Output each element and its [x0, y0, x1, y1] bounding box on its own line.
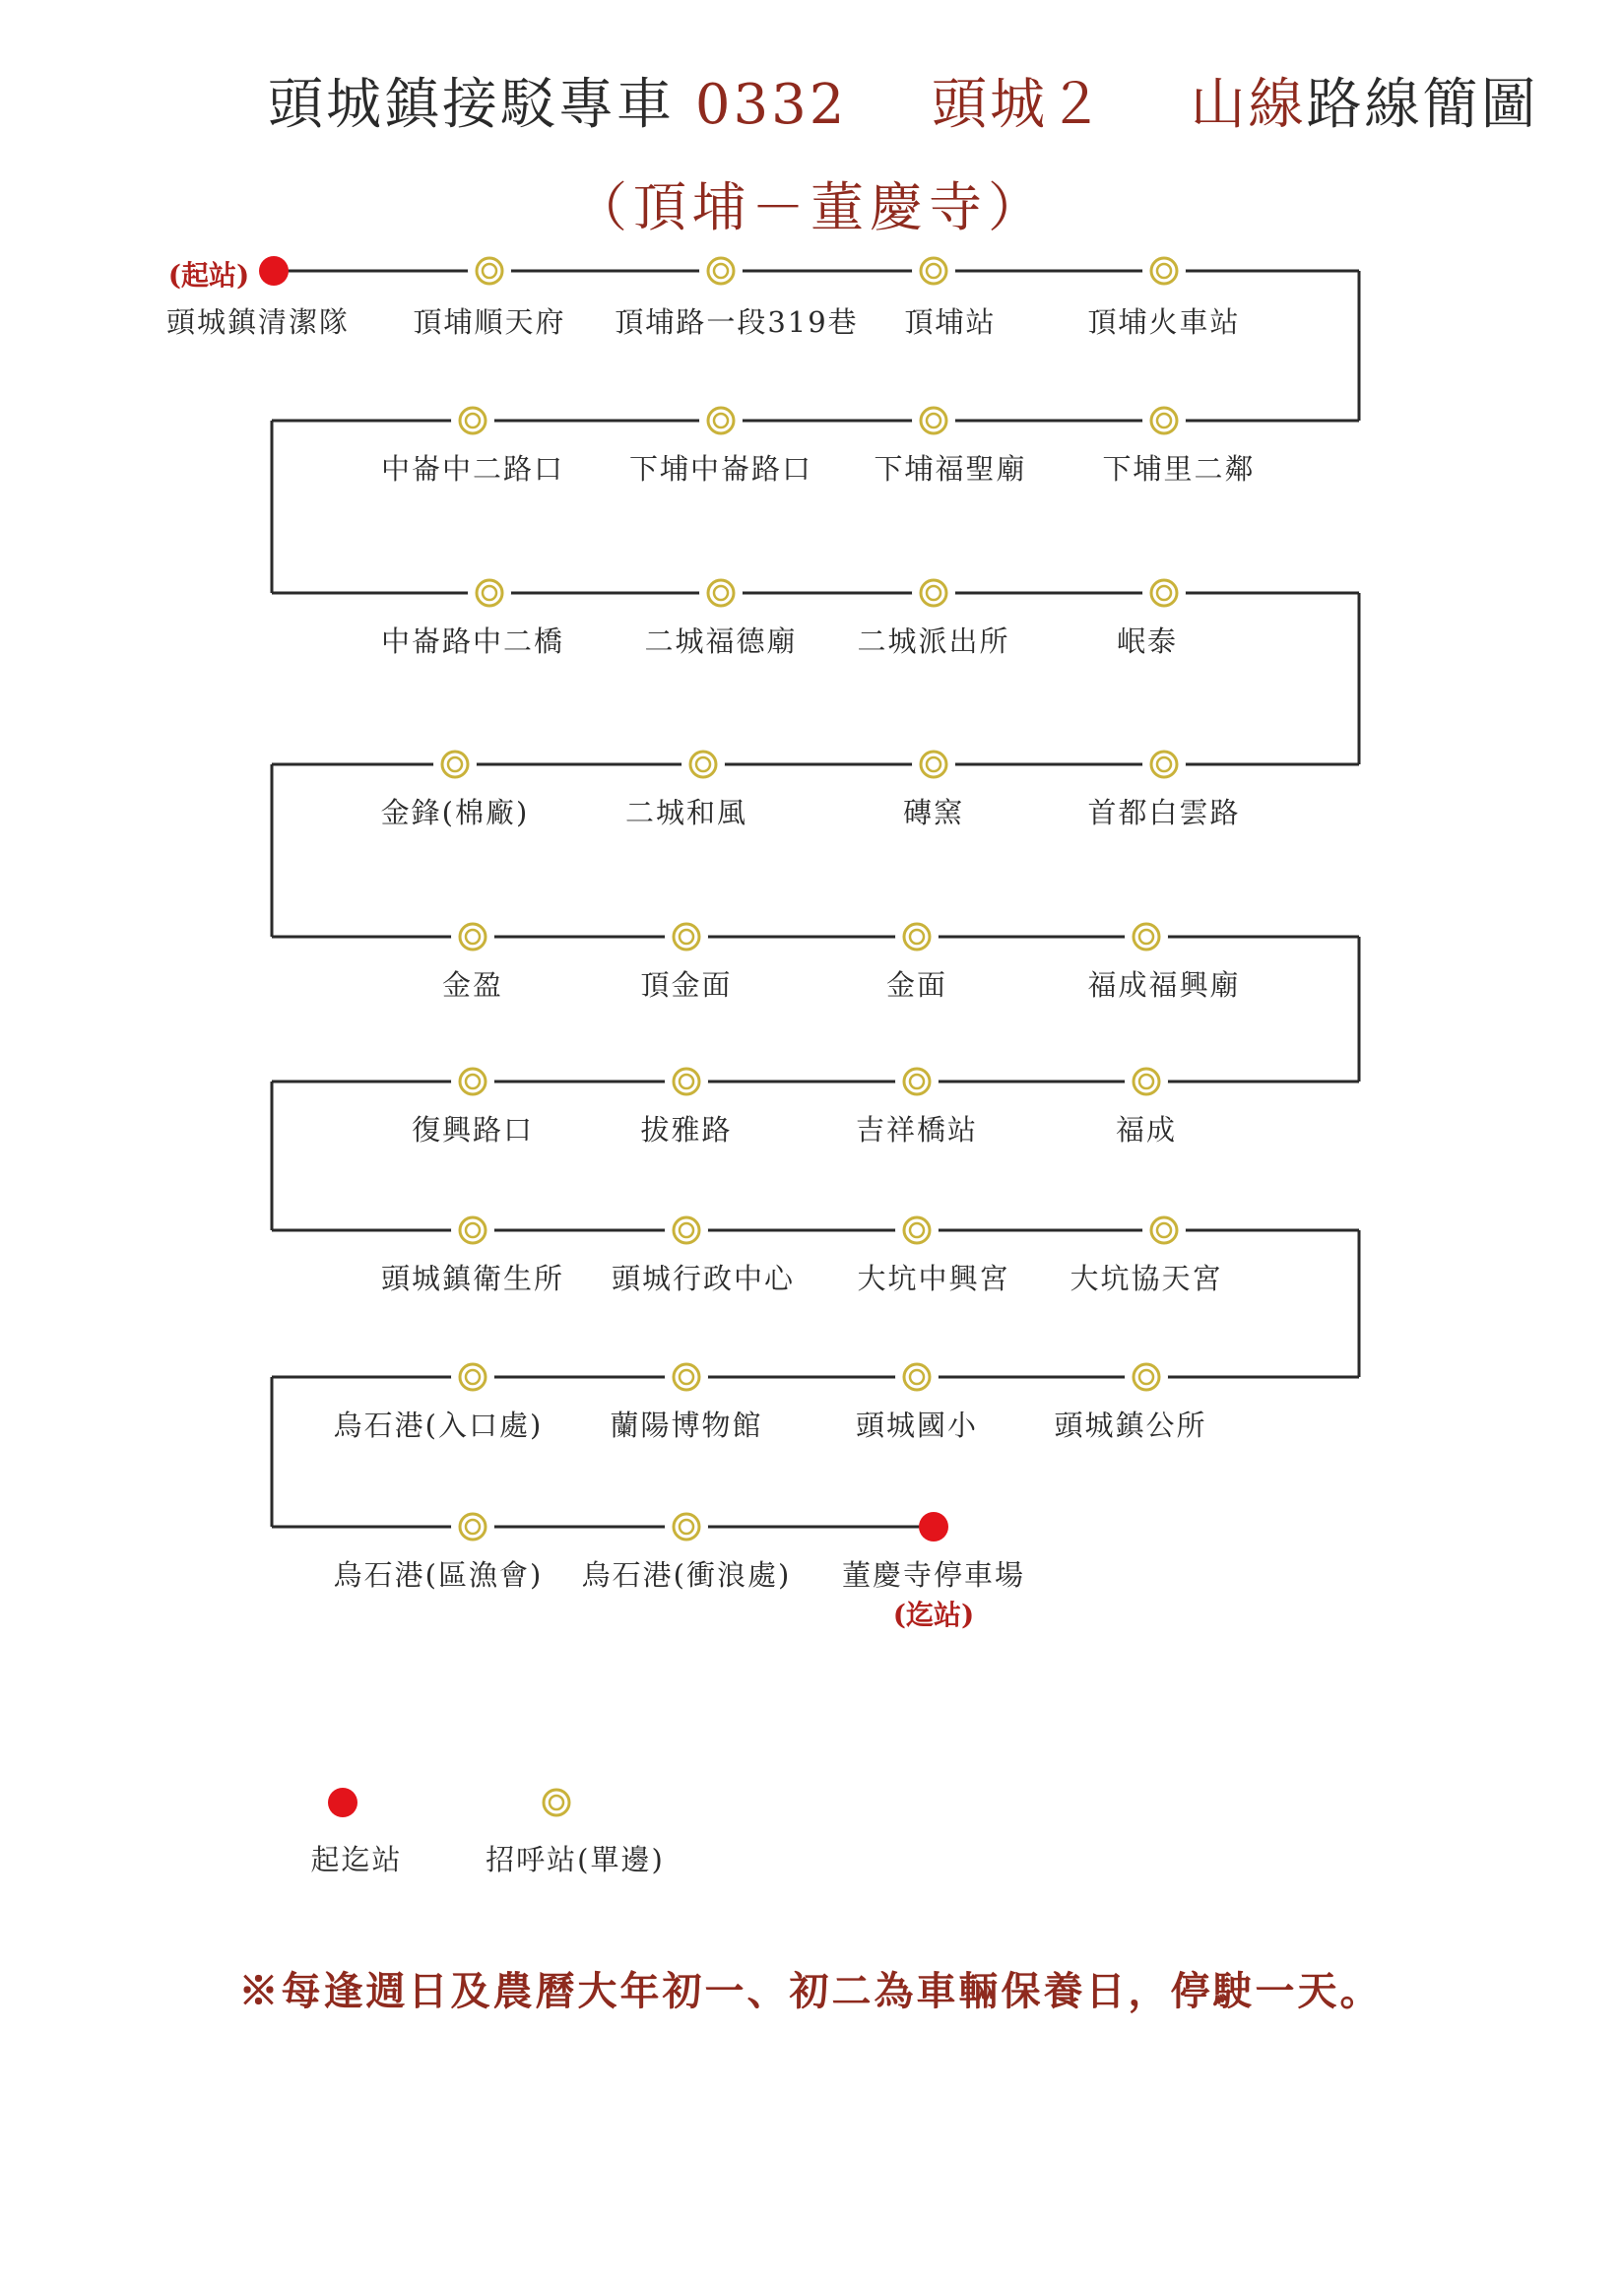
stop-label-r5-3: 金面 [885, 968, 948, 1002]
stop-marker-r2-1-gap [451, 399, 494, 442]
stop-label-r7-1: 頭城鎮衛生所 [380, 1262, 565, 1295]
start-terminal-marker [259, 256, 289, 286]
stop-label-r2-2: 下埔中崙路口 [628, 452, 813, 486]
stop-marker-r5-1-gap [451, 915, 494, 958]
stop-label-r4-4: 首都白雲路 [1087, 796, 1241, 829]
stop-label-r2-4: 下埔里二鄰 [1102, 452, 1256, 486]
stop-marker-r7-1-gap [451, 1209, 494, 1252]
legend-flag-stop-label: 招呼站(單邊) [486, 1843, 665, 1876]
stop-marker-r6-4-gap [1125, 1060, 1168, 1103]
stop-marker-r1-5-gap [1142, 249, 1186, 293]
stop-marker-r7-3-gap [895, 1209, 939, 1252]
stop-label-r1-2: 頂埔順天府 [413, 305, 566, 339]
stop-marker-r3-1-gap [468, 571, 511, 615]
stop-label-r1-3: 頂埔路一段319巷 [615, 305, 859, 339]
stop-label-r8-2: 蘭陽博物館 [610, 1409, 763, 1442]
stop-label-r2-1: 中崙中二路口 [380, 452, 565, 486]
stop-marker-r6-1-gap [451, 1060, 494, 1103]
stop-marker-r1-2-gap [468, 249, 511, 293]
start-station-mark: (起站) [167, 259, 250, 292]
stop-marker-r3-3-gap [912, 571, 955, 615]
stop-marker-r5-4-gap [1125, 915, 1168, 958]
stop-marker-r4-2-gap [681, 743, 725, 786]
stop-marker-r4-4-gap [1142, 743, 1186, 786]
stop-label-r8-4: 頭城鎮公所 [1054, 1409, 1207, 1442]
stop-label-r4-3: 磚窯 [902, 796, 965, 829]
stop-label-r6-2: 拔雅路 [640, 1113, 733, 1147]
legend-terminal-icon [328, 1788, 357, 1817]
stop-label-r7-3: 大坑中興宮 [857, 1262, 1010, 1295]
stop-marker-r7-4-gap [1142, 1209, 1186, 1252]
stop-marker-r6-2-gap [665, 1060, 708, 1103]
stop-marker-r9-2-gap [665, 1505, 708, 1548]
stop-marker-r8-2-gap [665, 1355, 708, 1399]
stop-label-r3-4: 岷泰 [1116, 624, 1179, 658]
title-line-name: 頭城２ [931, 73, 1106, 137]
stop-marker-r1-3-gap [699, 249, 743, 293]
stop-label-r7-2: 頭城行政中心 [611, 1262, 796, 1295]
stop-label-r6-4: 福成 [1115, 1113, 1178, 1147]
stop-marker-r6-3-gap [895, 1060, 939, 1103]
title-mountain-line: 山線 [1190, 73, 1307, 137]
stop-label-r5-1: 金盈 [441, 968, 504, 1002]
title-prefix: 頭城鎮接駁專車 [268, 73, 675, 137]
stop-marker-r4-3-gap [912, 743, 955, 786]
stop-marker-r5-2-gap [665, 915, 708, 958]
stop-label-r6-1: 復興路口 [411, 1113, 535, 1147]
end-station-mark: (迄站) [892, 1599, 975, 1631]
stop-label-r1-1: 頭城鎮清潔隊 [165, 305, 351, 339]
stop-label-r7-4: 大坑協天宮 [1070, 1262, 1223, 1295]
stop-label-r6-3: 吉祥橋站 [855, 1113, 979, 1147]
stop-label-r8-1: 烏石港(入口處) [333, 1409, 544, 1442]
title-route-number: 0332 [694, 73, 848, 137]
stop-label-r5-4: 福成福興廟 [1087, 968, 1241, 1002]
stop-marker-r3-4-gap [1142, 571, 1186, 615]
legend-terminal-label: 起迄站 [310, 1843, 403, 1876]
stop-label-r2-3: 下埔福聖廟 [874, 452, 1027, 486]
stop-label-r9-3: 董慶寺停車場 [841, 1558, 1026, 1592]
stop-marker-r8-4-gap [1125, 1355, 1168, 1399]
stop-marker-r2-3-gap [912, 399, 955, 442]
stop-marker-r7-2-gap [665, 1209, 708, 1252]
legend-flag-stop-icon-gap [535, 1781, 578, 1824]
stop-label-r5-2: 頂金面 [640, 968, 733, 1002]
stop-label-r4-1: 金鋒(棉廠) [380, 796, 530, 829]
stop-marker-r8-3-gap [895, 1355, 939, 1399]
end-terminal-marker [919, 1512, 948, 1542]
stop-label-r9-1: 烏石港(區漁會) [333, 1558, 544, 1592]
stop-marker-r2-4-gap [1142, 399, 1186, 442]
stop-marker-r5-3-gap [895, 915, 939, 958]
stop-label-r3-2: 二城福德廟 [644, 624, 798, 658]
maintenance-notice: ※每逢週日及農曆大年初一、初二為車輛保養日，停駛一天。 [238, 1968, 1383, 2014]
stop-label-r8-3: 頭城國小 [855, 1409, 979, 1442]
stop-marker-r3-2-gap [699, 571, 743, 615]
stop-label-r1-4: 頂埔站 [904, 305, 997, 339]
stop-marker-r4-1-gap [433, 743, 477, 786]
stop-marker-r1-4-gap [912, 249, 955, 293]
title-suffix: 路線簡圖 [1306, 73, 1539, 137]
stop-label-r9-2: 烏石港(衝浪處) [581, 1558, 792, 1592]
stop-label-r3-3: 二城派出所 [857, 624, 1010, 658]
stop-marker-r9-1-gap [451, 1505, 494, 1548]
stop-label-r3-1: 中崙路中二橋 [380, 624, 565, 658]
route-subtitle: （頂埔－董慶寺） [574, 176, 1047, 238]
stop-label-r4-2: 二城和風 [624, 796, 748, 829]
stop-marker-r8-1-gap [451, 1355, 494, 1399]
stop-label-r1-5: 頂埔火車站 [1087, 305, 1241, 339]
stop-marker-r2-2-gap [699, 399, 743, 442]
